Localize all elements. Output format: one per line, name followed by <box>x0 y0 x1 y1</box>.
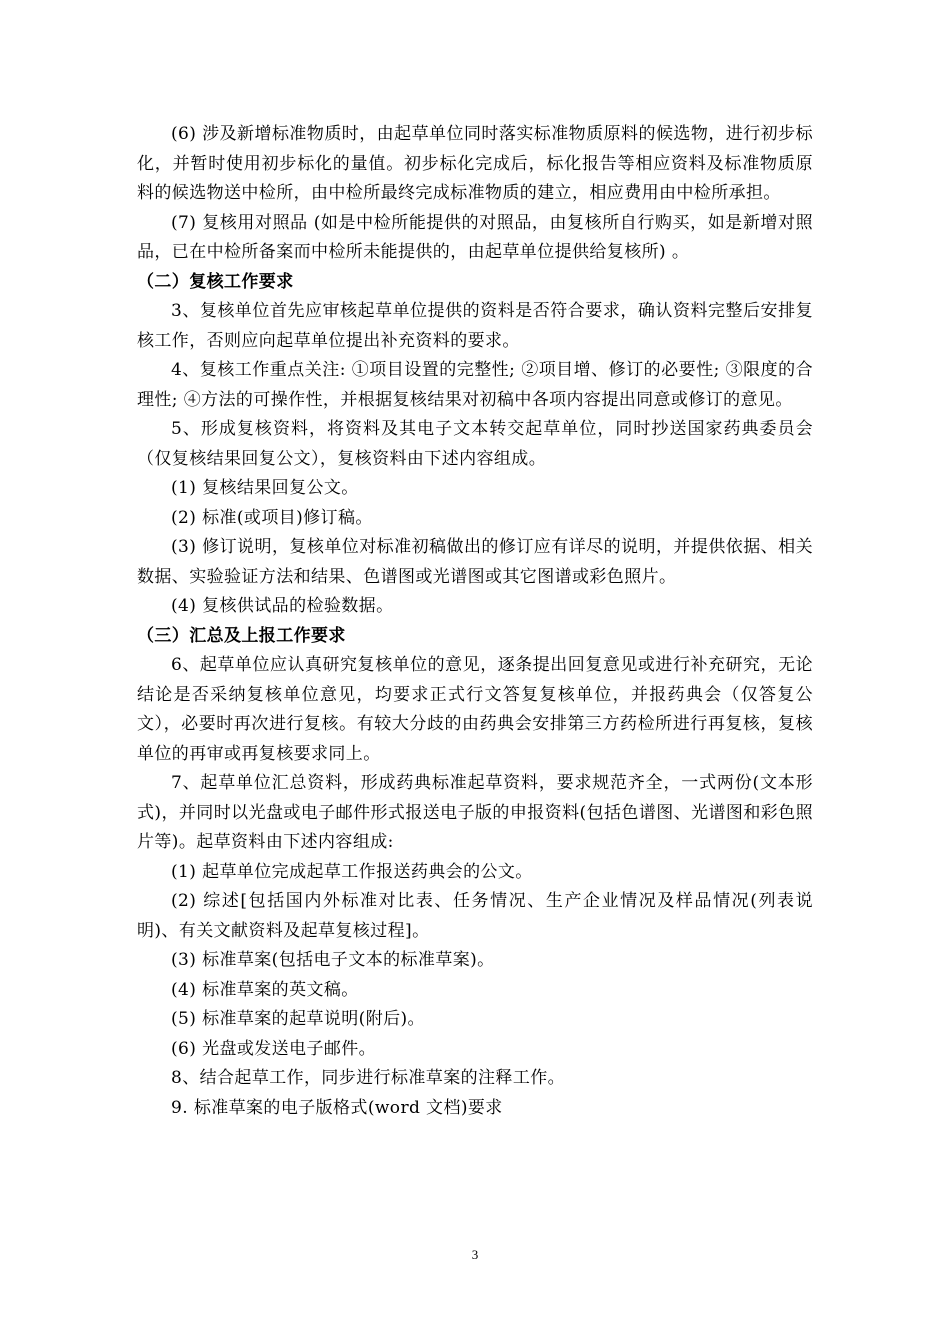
list-item-disc-email: (6) 光盘或发送电子邮件。 <box>171 1038 377 1059</box>
list-item-review-reply: (1) 复核结果回复公文。 <box>171 478 359 498</box>
list-item-overview: (2) 综述[包括国内外标准对比表、任务情况、生产企业情况及样品情况(列表说明)、有关文献资料及起草复核过程]。 <box>137 891 813 941</box>
paragraph-3-review-data: 3、复核单位首先应审核起草单位提供的资料是否符合要求，确认资料完整后安排复核工作，否则应向起草单位提出补充资料的要求。 <box>137 301 813 351</box>
list-item-drafting-notes: (5) 标准草案的起草说明(附后)。 <box>171 1009 425 1029</box>
section-heading-summary-requirements: （三）汇总及上报工作要求 <box>137 625 346 646</box>
list-item-revision-notes: (3) 修订说明，复核单位对标准初稿做出的修订应有详尽的说明，并提供依据、相关数据、实验验证方法和结果、色谱图或光谱图或其它图谱或彩色照片。 <box>137 537 813 587</box>
paragraph-6-new-reference-material: (6) 涉及新增标准物质时，由起草单位同时落实标准物质原料的候选物，进行初步标化，并暂时使用初步标化的量值。初步标化完成后，标化报告等相应资料及标准物质原料的候选物送中检所，由中检所最终完成标准物质的建立，相应费用由中检所承担。 <box>137 124 813 203</box>
document-body <box>137 120 813 1123</box>
list-item-test-data: (4) 复核供试品的检验数据。 <box>171 596 394 616</box>
paragraph-4-review-focus: 4、复核工作重点关注: ①项目设置的完整性; ②项目增、修订的必要性; ③限度的合理性; ④方法的可操作性，并根据复核结果对初稿中各项内容提出同意或修订的意见。 <box>137 360 813 410</box>
paragraph-7-reference-substance: (7) 复核用对照品 (如是中检所能提供的对照品，由复核所自行购买，如是新增对照品，已在中检所备案而中检所未能提供的，由起草单位提供给复核所) 。 <box>137 212 813 262</box>
paragraph-5-review-materials: 5、形成复核资料，将资料及其电子文本转交起草单位，同时抄送国家药典委员会（仅复核结果回复公文），复核资料由下述内容组成。 <box>137 419 813 469</box>
paragraph-9-electronic-format: 9. 标准草案的电子版格式(word 文档)要求 <box>171 1097 503 1118</box>
paragraph-7-drafting-summary: 7、起草单位汇总资料，形成药典标准起草资料，要求规范齐全，一式两份(文本形式)，并同时以光盘或电子邮件形式报送电子版的申报资料(包括色谱图、光谱图和彩色照片等)。起草资料由下述内容组成: <box>137 773 813 852</box>
list-item-revision-draft: (2) 标准(或项目)修订稿。 <box>171 507 373 528</box>
list-item-english-draft: (4) 标准草案的英文稿。 <box>171 979 359 1000</box>
section-heading-review-requirements: （二）复核工作要求 <box>137 271 294 292</box>
paragraph-6-drafting-reply: 6、起草单位应认真研究复核单位的意见，逐条提出回复意见或进行补充研究，无论结论是否采纳复核单位意见，均要求正式行文答复复核单位，并报药典会（仅答复公文），必要时再次进行复核。有较大分歧的由药典会安排第三方药检所进行再复核，复核单位的再审或再复核要求同上。 <box>137 655 813 764</box>
page-number: 3 <box>471 1247 479 1262</box>
paragraph-8-annotation: 8、结合起草工作，同步进行标准草案的注释工作。 <box>171 1068 566 1088</box>
list-item-standard-draft: (3) 标准草案(包括电子文本的标准草案)。 <box>171 950 495 970</box>
list-item-official-document: (1) 起草单位完成起草工作报送药典会的公文。 <box>171 861 533 882</box>
